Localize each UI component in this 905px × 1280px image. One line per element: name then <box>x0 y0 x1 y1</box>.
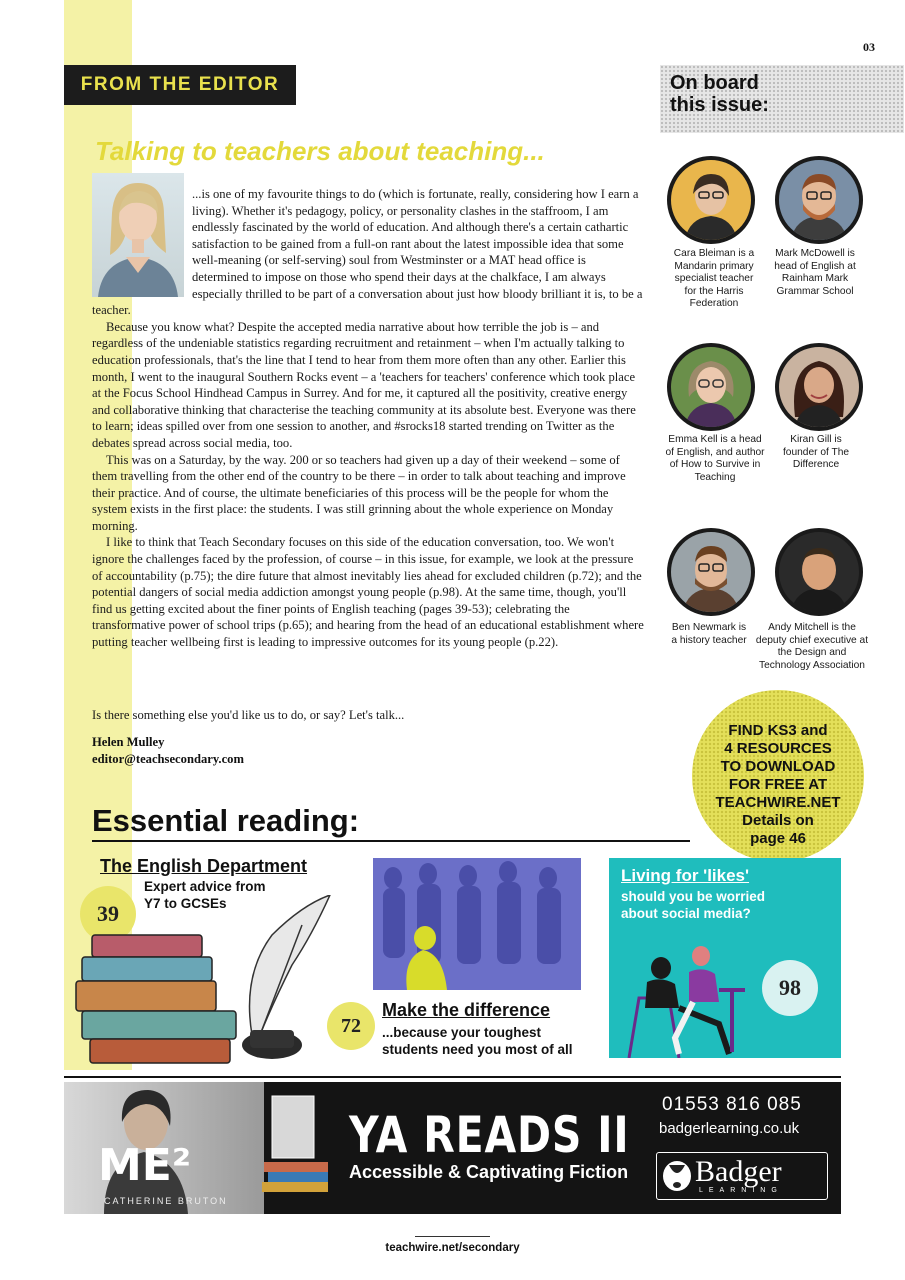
editor-email-link[interactable]: editor@teachsecondary.com <box>92 752 244 766</box>
books-quill-illustration <box>72 895 342 1065</box>
page-98-badge: 98 <box>762 960 818 1016</box>
phone-users-illustration <box>609 928 759 1058</box>
ad-cover-photo <box>64 1082 264 1214</box>
body-paragraph: Because you know what? Despite the accepted media narrative about how terrible the job is – and regardless of the undeniable statistics regarding recruitment and retainment – when I'm actually talking to education professionals, that's the line that I tend to hear from them more often than any other. Earlier this month, I went to the inaugural Southern Rocks event – a 'teachers for teachers' conference which took place at the Focus School Hindhead Campus in Surrey. And for me, it captured all the positivity, creative energy and collaborative thinking that characterise the teaching community at its absolute best. Everyone was there to learn; ideas spilled over from one session to another, and #srocks18 started trending on Twitter as the debates spread across social media, too. <box>92 319 636 450</box>
contributor-photo <box>667 528 755 616</box>
ad-cover-author: CATHERINE BRUTON <box>104 1196 228 1206</box>
editor-headline: Talking to teachers about teaching... <box>95 136 545 166</box>
editor-signoff <box>92 734 244 768</box>
badger-logo <box>656 1152 828 1200</box>
contributor-caption: Andy Mitchell is the deputy chief executive at the Design and Technology Association <box>755 622 869 671</box>
onboard-title <box>670 72 769 116</box>
subtitle-line: should you be worried <box>621 889 766 904</box>
ad-subtitle: Accessible & Captivating Fiction <box>349 1162 629 1182</box>
footer-url-link[interactable]: teachwire.net/secondary <box>385 1242 520 1254</box>
make-the-difference-link[interactable]: Make the difference <box>382 1000 551 1020</box>
page-number: 03 <box>863 40 875 54</box>
photo-wrap-space <box>92 186 192 298</box>
subtitle-line: ...because your toughest <box>382 1025 542 1040</box>
badge-line: Details on <box>742 812 814 829</box>
badger-brand-sub: LEARNING <box>699 1187 783 1194</box>
badge-line: FOR FREE AT <box>728 776 828 793</box>
contributor-portrait <box>779 160 859 240</box>
body-paragraph: ...is one of my favourite things to do (which is fortunate, really, considering how I earn a living). Whether it's pedagogy, policy, or personality clashes in the staffroom, I am endlessly fascinated by the world of education. And although there's a certain cathartic satisfaction to be gained from a full-on rant about the latest impossible idea that some well-meaning (or self-serving) soul from Westminster or a MAT head office is determined to impose on those who spend their days at the chalkface, I am always especially thrilled to be part of a conversation about just how bloody brilliant it is, to be a teacher. <box>92 187 643 318</box>
contributor-portrait <box>779 347 859 427</box>
badge-line: page 46 <box>750 830 806 847</box>
badger-learning-advert[interactable] <box>64 1082 841 1214</box>
badge-line: TEACHWIRE.NET <box>715 794 841 811</box>
badger-icon <box>661 1159 693 1193</box>
badge-line: 4 RESOURCES <box>724 740 832 757</box>
ad-cover-title: ME² <box>98 1140 192 1191</box>
onboard-title-line: On board <box>670 72 759 94</box>
ad-title: YA READS II <box>349 1106 630 1164</box>
badge-text <box>716 722 841 848</box>
download-resources-badge[interactable] <box>692 690 864 862</box>
subtitle-line: about social media? <box>621 906 751 921</box>
contributor-portrait <box>671 160 751 240</box>
divider <box>64 1076 841 1078</box>
onboard-title-line: this issue: <box>670 94 769 116</box>
ad-phone: 01553 816 085 <box>662 1094 802 1115</box>
ad-book-stack-icon <box>260 1092 340 1204</box>
contributor-photo <box>667 343 755 431</box>
contributor-photo <box>775 343 863 431</box>
contributor-caption: Cara Bleiman is a Mandarin primary specialist teacher for the Harris Federation <box>673 248 755 310</box>
badge-line: FIND KS3 and <box>728 722 828 739</box>
subtitle-line: Expert advice from <box>144 879 266 894</box>
divider <box>92 840 690 842</box>
make-the-difference-subtitle <box>382 1024 573 1058</box>
contributor-portrait <box>779 532 859 612</box>
ad-website-link[interactable]: badgerlearning.co.uk <box>659 1120 800 1137</box>
editor-body <box>92 186 644 651</box>
contributor-photo <box>775 528 863 616</box>
silhouettes-illustration <box>373 858 581 990</box>
contributor-caption: Emma Kell is a head of English, and author of How to Survive in Teaching <box>665 434 765 483</box>
contributor-photo <box>775 156 863 244</box>
badge-line: TO DOWNLOAD <box>720 758 836 775</box>
contributor-portrait <box>671 532 751 612</box>
subtitle-line: Y7 to GCSEs <box>144 896 227 911</box>
section-label: FROM THE EDITOR <box>64 65 296 105</box>
make-the-difference-image <box>373 858 581 990</box>
living-for-likes-subtitle <box>621 888 765 922</box>
english-department-link[interactable]: The English Department <box>100 856 308 876</box>
contributor-caption: Ben Newmark is a history teacher <box>671 622 747 646</box>
subtitle-line: students need you most of all <box>382 1042 573 1057</box>
contributor-caption: Kiran Gill is founder of The Difference <box>782 434 850 471</box>
essential-reading-title: Essential reading: <box>92 803 360 838</box>
body-paragraph: This was on a Saturday, by the way. 200 or so teachers had given up a day of their weekend – some of them travelling from the other end of the country to be there – in order to talk about teaching and improve their practice. And of course, the ultimate beneficiaries of this process will be the people for whom the system exists in the first place: the students. I was still grinning about the whole experience on Monday morning. <box>92 452 626 533</box>
editor-name: Helen Mulley <box>92 735 165 749</box>
footer-rule <box>415 1236 490 1237</box>
page-39-badge: 39 <box>80 886 136 942</box>
badger-brand: Badger <box>695 1155 782 1188</box>
contributor-caption: Mark McDowell is head of English at Rainham Mark Grammar School <box>774 248 856 297</box>
living-for-likes-link[interactable]: Living for 'likes' <box>621 866 750 885</box>
body-paragraph: I like to think that Teach Secondary focuses on this side of the education conversation, too. We won't ignore the challenges faced by the profession, of course – in this issue, for example, we look at the pressure of accountability (p.75); the dire future that almost inevitably lies ahead for excluded children (p.72); and the potential dangers of social media addiction amongst young people (p.98). At the same time, though, you'll find us getting excited about the finer points of English teaching (pages 39-53); celebrating the transformative power of school trips (p.65); and hearing from the head of an educational establishment where putting teacher wellbeing first is leading to impressive outcomes for its young people (p.22). <box>92 535 644 650</box>
closing-line: Is there something else you'd like us to do, or say? Let's talk... <box>92 708 405 722</box>
contributor-photo <box>667 156 755 244</box>
page-72-badge: 72 <box>327 1002 375 1050</box>
contributor-portrait <box>671 347 751 427</box>
